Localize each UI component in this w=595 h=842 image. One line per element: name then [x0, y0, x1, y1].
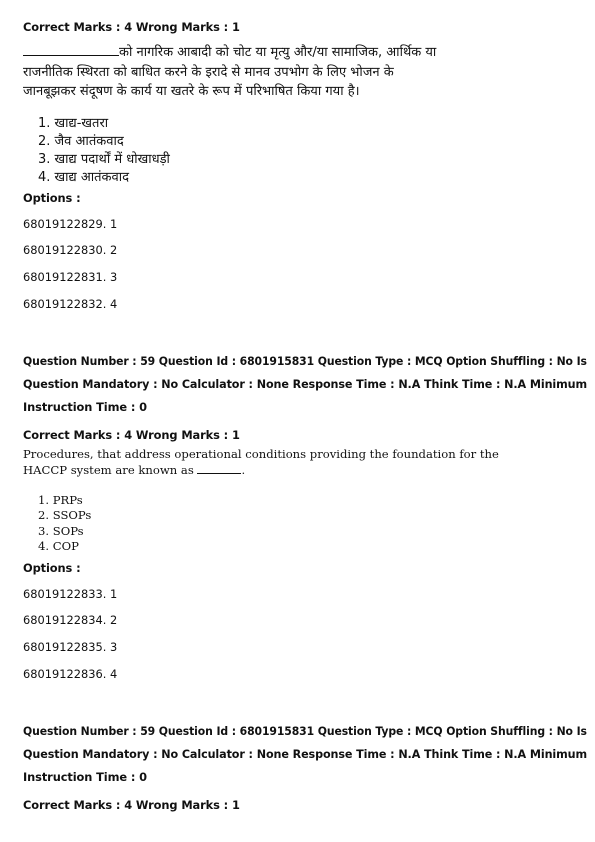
q3-header-line-2: Question Mandatory : No Calculator : None Response Time : N.A Think Time : N.A Minimum: [23, 747, 588, 761]
q2-choice-2: 2. SSOPs: [38, 508, 92, 522]
q1-choice-2: 2. जैव आतंकवाद: [38, 134, 124, 149]
q1-option-4: 68019122832. 4: [23, 297, 118, 311]
q2-header-line-1: Question Number : 59 Question Id : 6801915831 Question Type : MCQ Option Shuffling : No Is: [23, 354, 587, 368]
answer-blank: [23, 55, 119, 56]
q1-question-line-3: जानबूझकर संदूषण के कार्य या खतरे के रूप में परिभाषित किया गया है।: [23, 84, 360, 99]
answer-blank: [197, 473, 241, 474]
q2-option-4: 68019122836. 4: [23, 667, 118, 681]
q2-option-2: 68019122834. 2: [23, 613, 118, 627]
q1-option-2: 68019122830. 2: [23, 243, 118, 257]
q2-header-line-3: Instruction Time : 0: [23, 400, 147, 414]
q2-choice-1: 1. PRPs: [38, 493, 83, 507]
q1-marks: Correct Marks : 4 Wrong Marks : 1: [23, 20, 240, 34]
q1-option-1: 68019122829. 1: [23, 217, 118, 231]
q3-header-line-3: Instruction Time : 0: [23, 770, 147, 784]
q2-option-3: 68019122835. 3: [23, 640, 118, 654]
q2-question-line-2: HACCP system are known as .: [23, 463, 246, 477]
q2-header-line-2: Question Mandatory : No Calculator : None Response Time : N.A Think Time : N.A Minimum: [23, 377, 588, 391]
q1-choice-1: 1. खाद्य-खतरा: [38, 116, 109, 131]
q2-options-label: Options :: [23, 561, 81, 575]
q3-header-line-1: Question Number : 59 Question Id : 6801915831 Question Type : MCQ Option Shuffling : No Is: [23, 724, 587, 738]
q1-question-line-1: को नागरिक आबादी को चोट या मृत्यु और/या सामाजिक, आर्थिक या: [23, 42, 436, 60]
q2-option-1: 68019122833. 1: [23, 587, 118, 601]
q2-marks: Correct Marks : 4 Wrong Marks : 1: [23, 428, 240, 442]
q1-question-line-2: राजनीतिक स्थिरता को बाधित करने के इरादे से मानव उपभोग के लिए भोजन के: [23, 65, 394, 80]
q2-choice-3: 3. SOPs: [38, 524, 84, 538]
q1-choice-3: 3. खाद्य पदार्थों में धोखाधड़ी: [38, 152, 170, 167]
q1-options-label: Options :: [23, 191, 81, 205]
q1-choice-4: 4. खाद्य आतंकवाद: [38, 170, 130, 185]
q1-option-3: 68019122831. 3: [23, 270, 118, 284]
q2-question-line-1: Procedures, that address operational conditions providing the foundation for the: [23, 447, 499, 461]
q2-choice-4: 4. COP: [38, 539, 79, 553]
q3-marks: Correct Marks : 4 Wrong Marks : 1: [23, 798, 240, 812]
